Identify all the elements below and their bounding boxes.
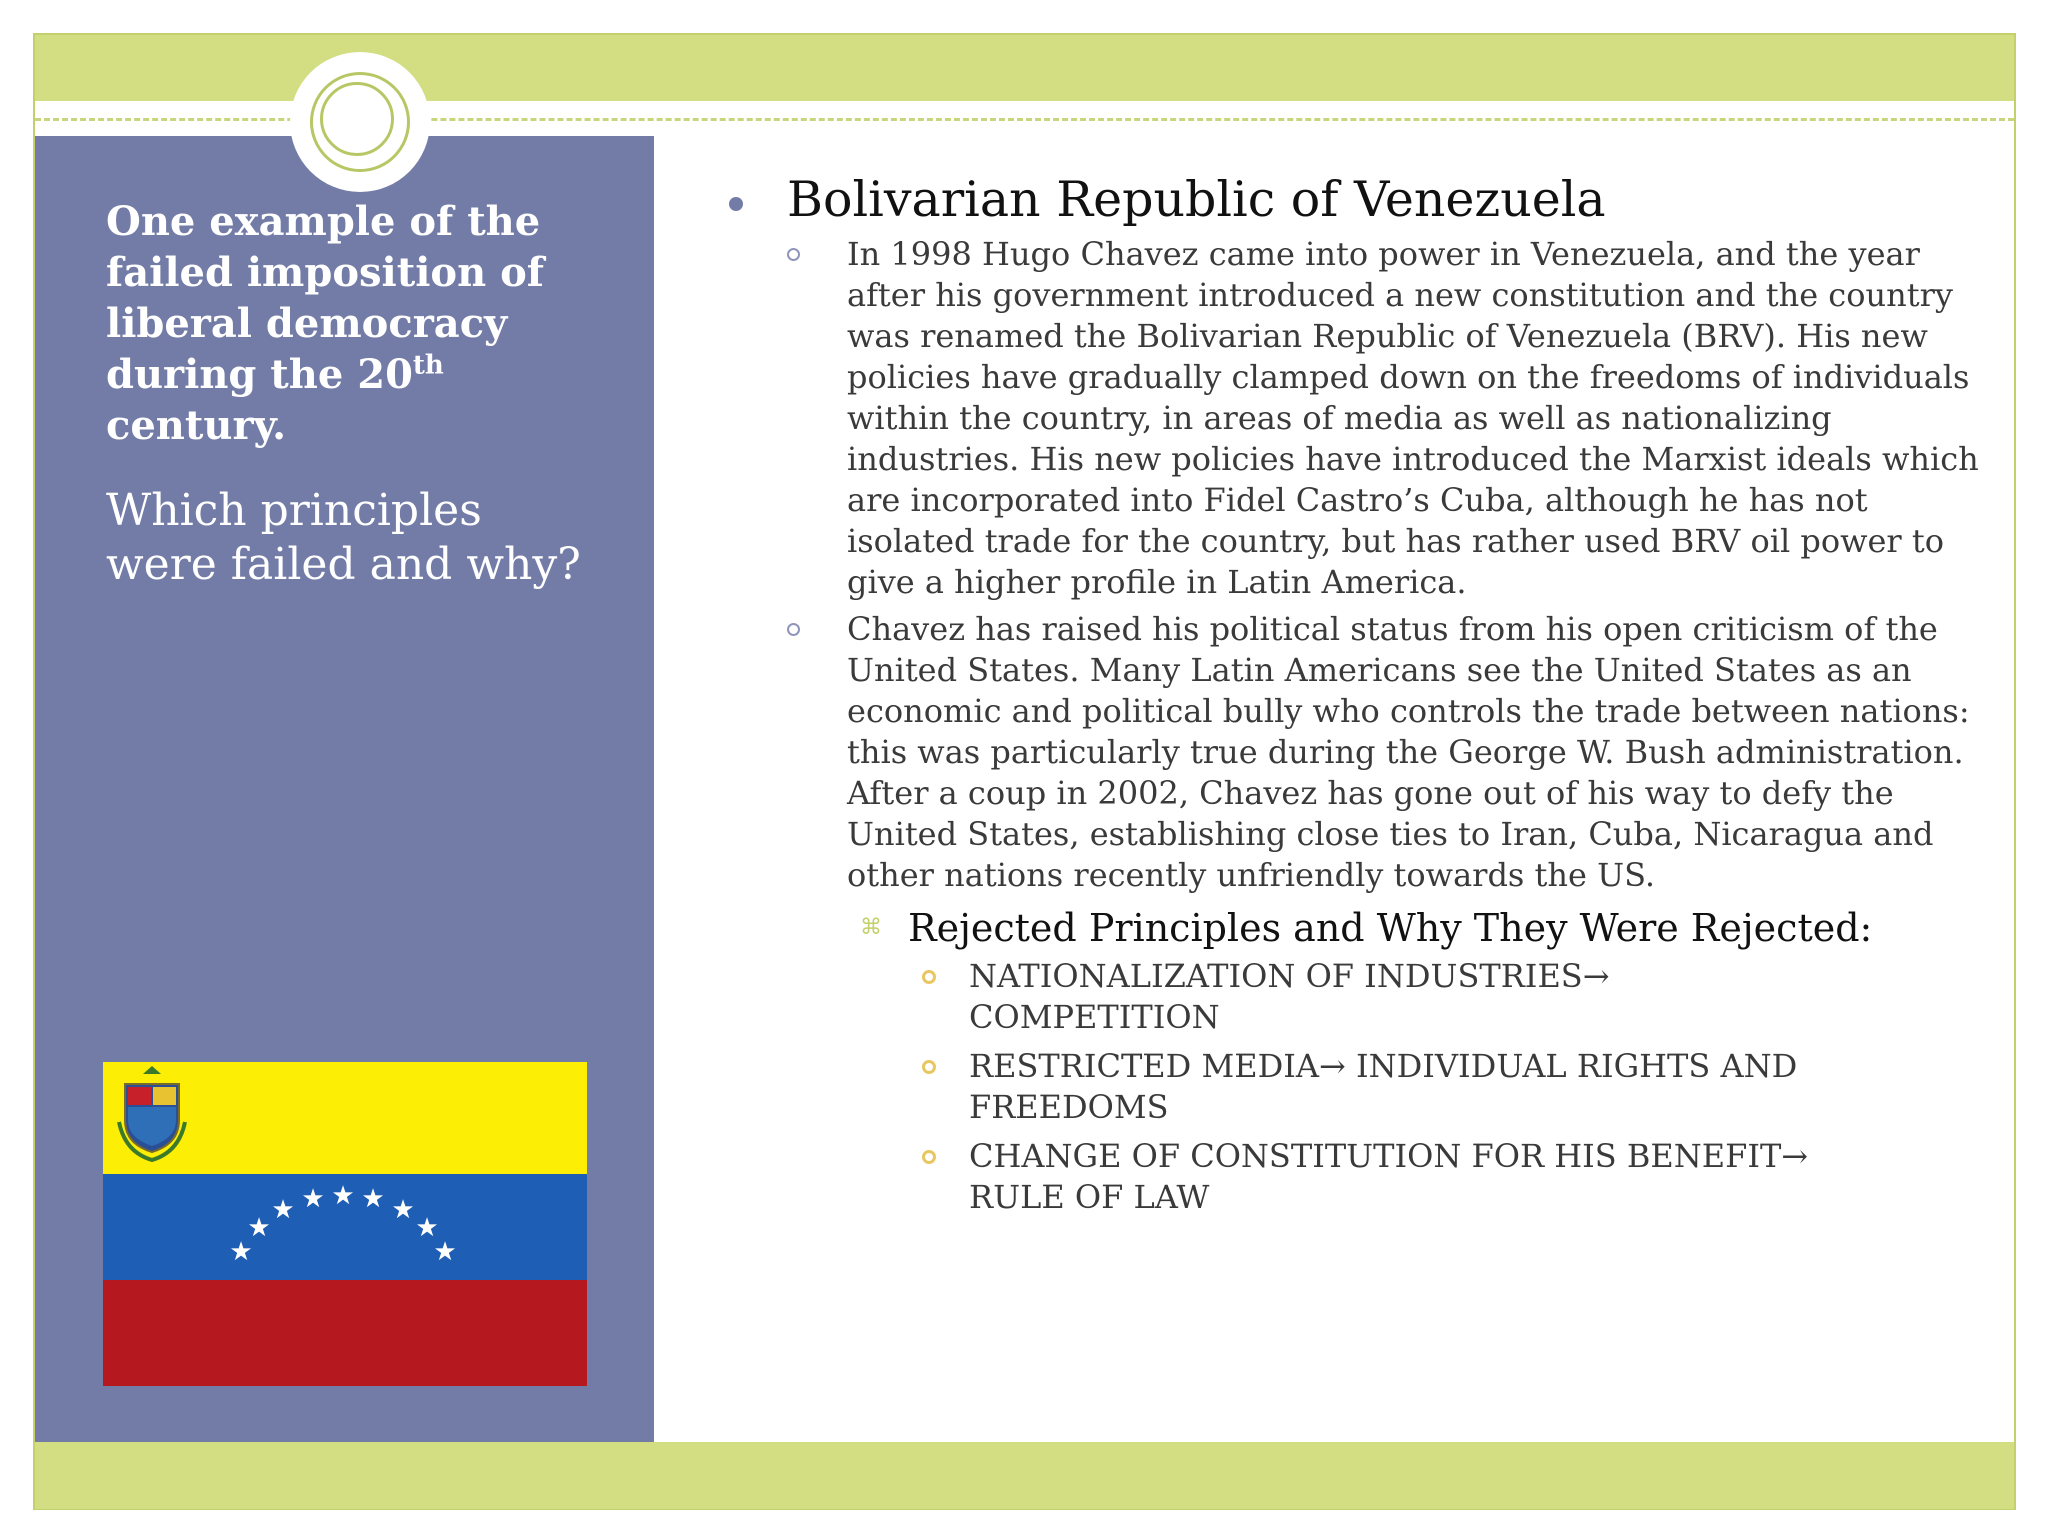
svg-text:★: ★ <box>271 1195 295 1225</box>
panel-question: Which principles were failed and why? <box>106 485 581 590</box>
bullet-dot-icon <box>729 197 743 211</box>
venezuela-flag-image <box>103 1062 587 1386</box>
svg-text:★: ★ <box>301 1184 325 1214</box>
panel-heading <box>106 196 586 451</box>
svg-text:★: ★ <box>415 1213 439 1243</box>
svg-text:★: ★ <box>229 1237 253 1267</box>
rejected-principle-item <box>700 956 1869 1038</box>
paragraph-text: In 1998 Hugo Chavez came into power in Venezuela, and the year after his government introduced a new constitution and the country was renamed the Bolivarian Republic of Venezuela (BRV). His new policies have gradually clamped down on the freedoms of individuals within the country, in areas of media as well as nationalizing industries. His new policies have introduced the Marxist ideals which are incorporated into Fidel Castro’s Cuba, although he has not isolated trade for the country, but has rather used BRV oil power to give a higher profile in Latin America. <box>847 235 1979 601</box>
bottom-band <box>35 1442 2014 1509</box>
svg-text:★: ★ <box>331 1181 355 1211</box>
content-area <box>700 160 2000 1226</box>
gold-ring-bullet-icon <box>922 970 936 984</box>
gold-ring-bullet-icon <box>922 1060 936 1074</box>
paragraph-text: Chavez has raised his political status from his open criticism of the United States. Many Latin Americans see the United States as an economic and political bully who controls the trade between nations: this was particularly true during the George W. Bush administration. After a coup in 2002, Chavez has gone out of his way to defy the United States, establishing close ties to Iran, Cuba, Nicaragua and other nations recently unfriendly towards the US. <box>847 610 1970 894</box>
panel-heading-end: century. <box>106 402 287 449</box>
content-title: Bolivarian Republic of Venezuela <box>787 171 1606 228</box>
svg-text:★: ★ <box>361 1184 385 1214</box>
rejected-principle-text: CHANGE OF CONSTITUTION FOR HIS BENEFIT→ RULE OF LAW <box>969 1137 1809 1216</box>
panel-heading-sup: th <box>412 350 444 381</box>
flag-stripe-red <box>103 1280 587 1386</box>
subheading-text: Rejected Principles and Why They Were Rejected: <box>908 906 1873 950</box>
svg-text:★: ★ <box>391 1195 415 1225</box>
gold-ring-bullet-icon <box>922 1150 936 1164</box>
ring-bullet-icon <box>787 623 800 636</box>
ring-bullet-icon <box>787 248 800 261</box>
rejected-principle-text: RESTRICTED MEDIA→ INDIVIDUAL RIGHTS AND FREEDOMS <box>969 1047 1798 1126</box>
rejected-principle-item <box>700 1136 1869 1218</box>
rejected-principle-item <box>700 1046 1869 1128</box>
content-title-item <box>700 170 2000 230</box>
paragraph-item <box>700 609 2000 896</box>
svg-text:★: ★ <box>247 1213 271 1243</box>
circle-ornament-icon <box>290 52 430 192</box>
subheading-item <box>700 904 2000 952</box>
svg-text:★: ★ <box>433 1237 457 1267</box>
paragraph-item <box>700 234 2000 603</box>
panel-heading-main: One example of the failed imposition of liberal democracy during the 20 <box>106 198 544 398</box>
star-bullet-icon: ⌘ <box>860 915 882 940</box>
rejected-principle-text: NATIONALIZATION OF INDUSTRIES→ COMPETITION <box>969 957 1610 1036</box>
